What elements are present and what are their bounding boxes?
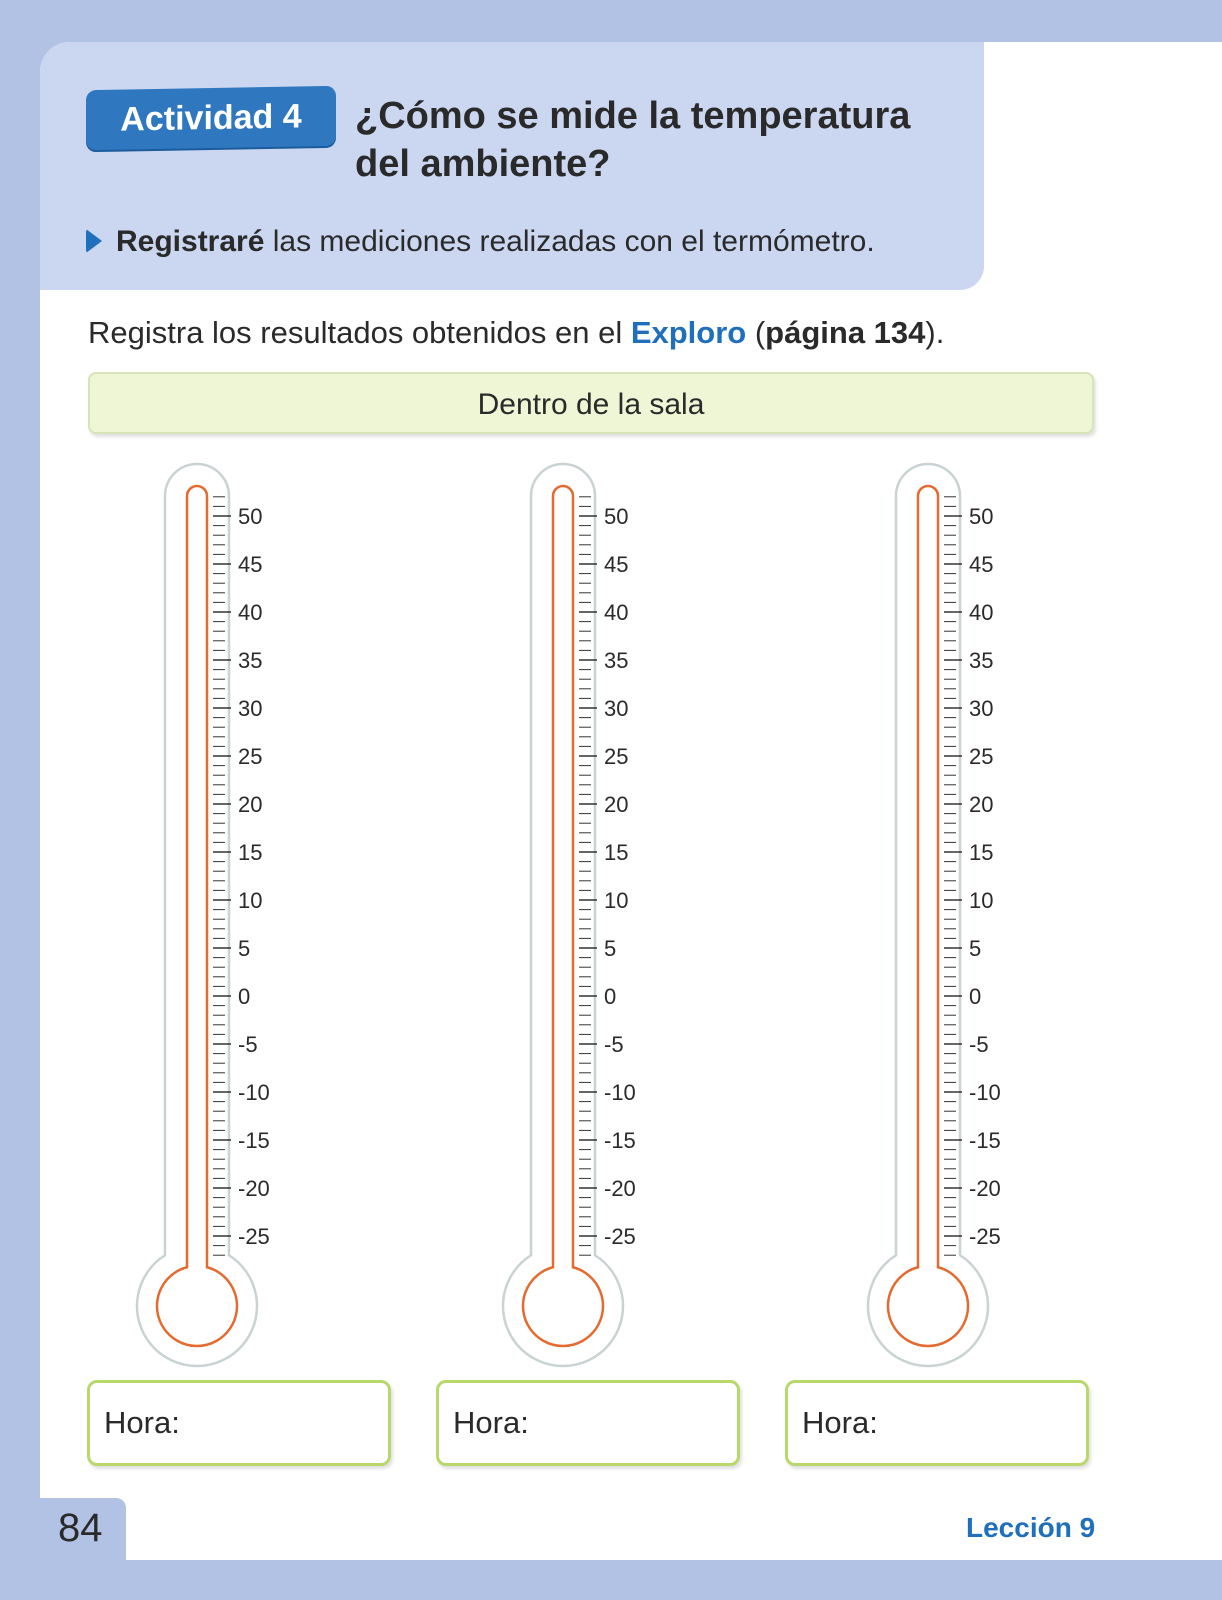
scale-label: 10 [604, 888, 629, 913]
hora-field-2[interactable]: Hora: [436, 1380, 740, 1466]
scale-label: 30 [604, 696, 629, 721]
thermometer-3 [865, 462, 1105, 1372]
thermometer-drawing [500, 462, 740, 1372]
page-reference: página 134 [765, 315, 926, 350]
activity-title: ¿Cómo se mide la temperatura del ambiente? [355, 95, 911, 185]
page-number: 84 [58, 1506, 103, 1550]
scale-label: 25 [604, 744, 629, 769]
scale-label: 35 [969, 648, 994, 673]
scale-label: -15 [238, 1128, 270, 1153]
scale-label: -10 [238, 1080, 270, 1105]
scale-label: 25 [238, 744, 263, 769]
scale-label: -25 [969, 1224, 1001, 1249]
scale-label: 45 [238, 552, 263, 577]
scale-label: 10 [238, 888, 263, 913]
thermometer-drawing [134, 462, 374, 1372]
thermometer-2 [500, 462, 740, 1372]
instruction-prefix: Registra los resultados obtenidos en el [88, 315, 631, 350]
scale-label: 0 [604, 984, 617, 1009]
scale-label: 35 [604, 648, 629, 673]
scale-label: -20 [604, 1176, 636, 1201]
scale-label: 45 [604, 552, 629, 577]
instruction-text [88, 312, 1088, 354]
lesson-label: Lección 9 [966, 1512, 1096, 1543]
section-header: Dentro de la sala [88, 372, 1094, 434]
learning-objective [86, 222, 976, 262]
instruction-close: ). [925, 315, 945, 350]
scale-label: 50 [604, 504, 629, 529]
scale-label: 25 [969, 744, 994, 769]
scale-label: -10 [604, 1080, 636, 1105]
scale-label: 0 [969, 984, 982, 1009]
scale-label: 10 [969, 888, 994, 913]
scale-label: -20 [969, 1176, 1001, 1201]
scale-label: 0 [238, 984, 251, 1009]
scale-label: -5 [604, 1032, 624, 1057]
scale-label: 20 [238, 792, 263, 817]
scale-label: -10 [969, 1080, 1001, 1105]
scale-label: 30 [969, 696, 994, 721]
objective-text: las mediciones realizadas con el termómetro. [264, 225, 875, 258]
objective-verb: Registraré [116, 225, 265, 258]
scale-label: 15 [238, 840, 263, 865]
scale-label: 20 [969, 792, 994, 817]
hora-field-1[interactable]: Hora: [87, 1380, 391, 1466]
arrow-right-icon [86, 229, 102, 253]
scale-label: 40 [604, 600, 629, 625]
scale-label: -5 [969, 1032, 989, 1057]
scale-label: -5 [238, 1032, 258, 1057]
scale-label: -20 [238, 1176, 270, 1201]
scale-label: 40 [969, 600, 994, 625]
scale-label: -15 [604, 1128, 636, 1153]
scale-label: 5 [238, 936, 251, 961]
scale-label: 20 [604, 792, 629, 817]
hora-field-3[interactable]: Hora: [785, 1380, 1089, 1466]
scale-label: 30 [238, 696, 263, 721]
scale-label: 5 [969, 936, 982, 961]
scale-label: 40 [238, 600, 263, 625]
scale-label: 50 [238, 504, 263, 529]
scale-label: 15 [604, 840, 629, 865]
instruction-open-paren: ( [746, 315, 766, 350]
scale-label: 45 [969, 552, 994, 577]
thermometer-1 [134, 462, 374, 1372]
scale-label: 15 [969, 840, 994, 865]
scale-label: -25 [238, 1224, 270, 1249]
scale-label: 50 [969, 504, 994, 529]
scale-label: 35 [238, 648, 263, 673]
thermometer-drawing [865, 462, 1105, 1372]
scale-label: -15 [969, 1128, 1001, 1153]
activity-badge: Actividad 4 [86, 86, 336, 150]
scale-label: -25 [604, 1224, 636, 1249]
exploro-link[interactable]: Exploro [630, 315, 747, 350]
scale-label: 5 [604, 936, 617, 961]
